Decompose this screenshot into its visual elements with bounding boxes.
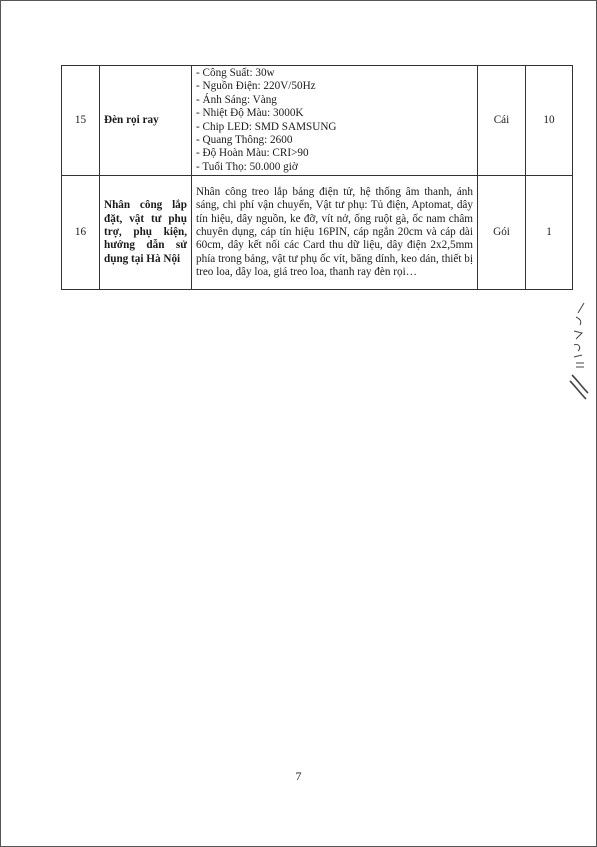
spec-line: - Công Suất: 30w — [196, 67, 275, 79]
spec-line: - Nguồn Điện: 220V/50Hz — [196, 80, 316, 93]
partial-stamp-mark — [562, 301, 592, 401]
table-row — [62, 176, 573, 290]
spec-line: - Tuổi Thọ: 50.000 giờ — [196, 160, 298, 173]
item-specification — [192, 176, 478, 290]
spec-paragraph: Nhân công treo lắp bảng điện tử, hệ thống âm thanh, ánh sáng, chi phí vận chuyển, Vật tư phụ: Tủ điện, Aptomat, dây tín hiệu, dây nguồn, ke đỡ, vít nở, ống ruột gà, ốc nam châm chuyên dụng, cáp tín hiệu 16PIN, cáp ngắn 20cm và cáp dài 60cm, dây kết nối các Card thu dữ liệu, dây điện 2x2,5mm phía trong bảng, vật tư phụ ốc vít, băng dính, keo dán, thiết bị treo loa, dây loa, giá treo loa, thanh ray đèn rọi… — [196, 185, 473, 279]
item-name: Nhân công lắp đặt, vật tư phụ trợ, phụ kiện, hướng dẫn sử dụng tại Hà Nội — [100, 176, 192, 290]
item-specification — [192, 66, 478, 176]
spec-line: - Chip LED: SMD SAMSUNG — [196, 120, 337, 133]
item-unit: Gói — [478, 176, 526, 290]
item-quantity: 10 — [526, 66, 573, 176]
equipment-table — [61, 65, 573, 290]
item-quantity: 1 — [526, 176, 573, 290]
item-name: Đèn rọi ray — [100, 66, 192, 176]
row-number: 15 — [62, 66, 100, 176]
spec-line: - Nhiệt Độ Màu: 3000K — [196, 107, 304, 120]
spec-line: - Ánh Sáng: Vàng — [196, 93, 277, 106]
table-row — [62, 66, 573, 176]
page-number: 7 — [295, 769, 302, 783]
row-number: 16 — [62, 176, 100, 290]
spec-line: - Độ Hoàn Màu: CRI>90 — [196, 147, 309, 160]
item-unit: Cái — [478, 66, 526, 176]
spec-line: - Quang Thông: 2600 — [196, 134, 293, 147]
